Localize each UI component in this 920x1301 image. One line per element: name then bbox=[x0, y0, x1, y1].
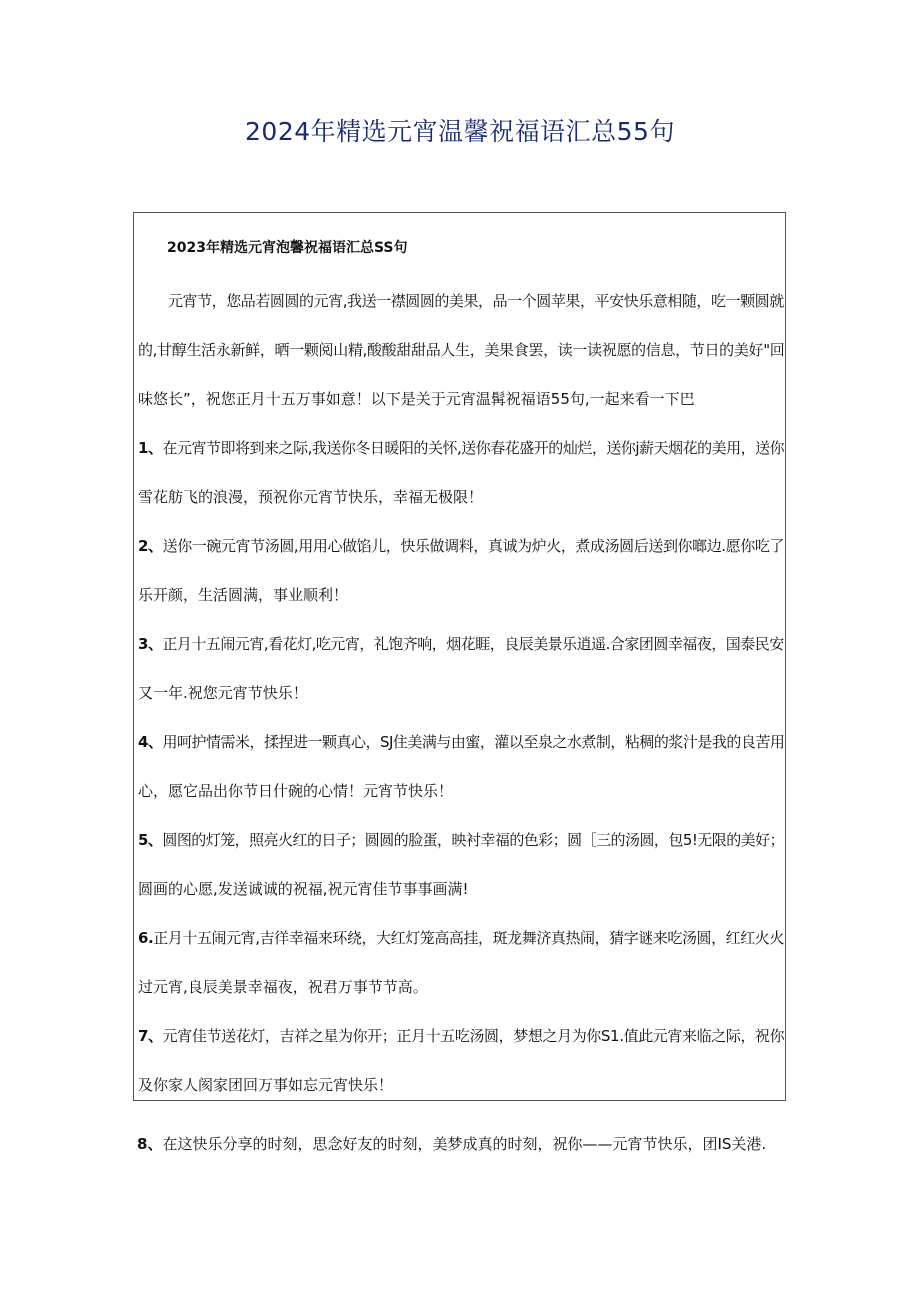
wish-text: 圆图的灯笼，照亮火红的日子；圆圆的脸蛋，映衬幸福的色彩；圆［三的汤圆，包5!无限的美好； bbox=[162, 831, 785, 849]
wish-item-8 bbox=[137, 1130, 766, 1158]
wish-line: 心，愿它品出你节日什碗的心情！元宵节快乐！ bbox=[138, 782, 454, 800]
wish-item-1 bbox=[138, 424, 784, 522]
wish-separator: 、 bbox=[148, 537, 163, 555]
wish-item-3 bbox=[138, 620, 784, 718]
intro-line: 味悠长”，祝您正月十五万事如意！以下是关于元宵温髯祝福语55句,一起来看一下巴 bbox=[138, 390, 695, 408]
wish-line bbox=[138, 914, 784, 963]
wish-line bbox=[138, 522, 784, 571]
intro-line: 元宵节，您品若圆圆的元宵,我送一襟圆圆的美果，品一个圆苹果，平安快乐意相随，吃一颗圆就 bbox=[168, 292, 784, 310]
wish-separator: 、 bbox=[147, 1135, 163, 1153]
wish-number: 3 bbox=[138, 635, 148, 653]
wish-number: 4 bbox=[138, 733, 148, 751]
wish-number: 6 bbox=[138, 929, 149, 947]
wish-text: 在元宵节即将到来之际,我送你冬日暖阳的关怀,送你春花盛开的灿烂，送你j薪天烟花的美用，送你 bbox=[162, 439, 785, 457]
wish-line bbox=[138, 1012, 784, 1061]
wish-item-7 bbox=[138, 1012, 784, 1110]
wish-item-4 bbox=[138, 718, 784, 816]
intro-paragraph bbox=[138, 277, 784, 424]
document-title: 2024年精选元宵温馨祝福语汇总55句 bbox=[245, 117, 675, 146]
wish-line: 及你家人阂家团回万事如忘元宵快乐！ bbox=[138, 1076, 394, 1094]
wish-text: 送你一碗元宵节汤圆,用用心做馅儿，快乐做调料，真诚为炉火，煮成汤圆后送到你啷边.愿你吃了 bbox=[162, 537, 784, 555]
inner-title: 2023年精选元宵泡馨祝福语汇总SS句 bbox=[167, 240, 408, 256]
wish-text: 正月十五闹元宵,看花灯,吃元宵，礼饱齐响，烟花睚，良辰美景乐逍遥.合家团圆幸福夜，国泰民安 bbox=[162, 635, 784, 653]
wish-number: 2 bbox=[138, 537, 149, 555]
wish-item-2 bbox=[138, 522, 784, 620]
wish-line: 过元宵,良辰美景幸福夜，祝君万事节节高。 bbox=[138, 978, 428, 996]
wish-number: 7 bbox=[138, 1027, 149, 1045]
wish-number: 8 bbox=[137, 1135, 148, 1153]
wish-line bbox=[138, 424, 784, 473]
wish-text: 元宵佳节送花灯，吉祥之星为你开；正月十五吃汤圆，梦想之月为你S1.值此元宵来临之际，祝你 bbox=[162, 1027, 785, 1045]
content-box bbox=[133, 212, 786, 1101]
wish-number: 1 bbox=[138, 439, 148, 457]
wish-text: 用呵护情需米，揉捏进一颗真心，SJ住美满与由蜜，灌以至泉之水煮制，粘稠的浆汁是我的良苦用 bbox=[162, 733, 785, 751]
wish-separator: . bbox=[148, 929, 154, 947]
wish-text: 在这快乐分享的时刻，思念好友的时刻，美梦成真的时刻，祝你——元宵节快乐，团IS关港. bbox=[162, 1135, 767, 1153]
wish-line: 又一年.祝您元宵节快乐！ bbox=[138, 684, 308, 702]
wish-line bbox=[138, 718, 784, 767]
intro-line: 的,甘醇生活永新鲜，晒一颗阅山精,酸酸甜甜品人生，美果食罢，读一读祝愿的信息，节日的美好"回 bbox=[138, 341, 785, 359]
wish-text: 正月十五闹元宵,吉徉幸福来环绕，大红灯笼高高挂，斑龙舞济真热闹，猜字谜来吃汤圆，红红火火 bbox=[153, 929, 784, 947]
wish-line: 圆画的心愿,发送诚诚的祝福,祝元宵佳节事事画满! bbox=[138, 880, 469, 898]
wish-line bbox=[138, 620, 784, 669]
wish-line: 雪花舫飞的浪漫，预祝你元宵节快乐，幸福无极限！ bbox=[138, 488, 484, 506]
wish-line: 乐开颜，生活圆满，事业顺利！ bbox=[138, 586, 349, 604]
wish-separator: 、 bbox=[148, 1027, 163, 1045]
wish-item-6 bbox=[138, 914, 784, 1012]
wish-item-5 bbox=[138, 816, 784, 914]
wish-separator: 、 bbox=[147, 831, 163, 849]
wish-separator: 、 bbox=[147, 635, 163, 653]
wish-separator: 、 bbox=[147, 733, 163, 751]
wish-line bbox=[138, 816, 784, 865]
wish-number: 5 bbox=[138, 831, 148, 849]
wish-separator: 、 bbox=[147, 439, 163, 457]
